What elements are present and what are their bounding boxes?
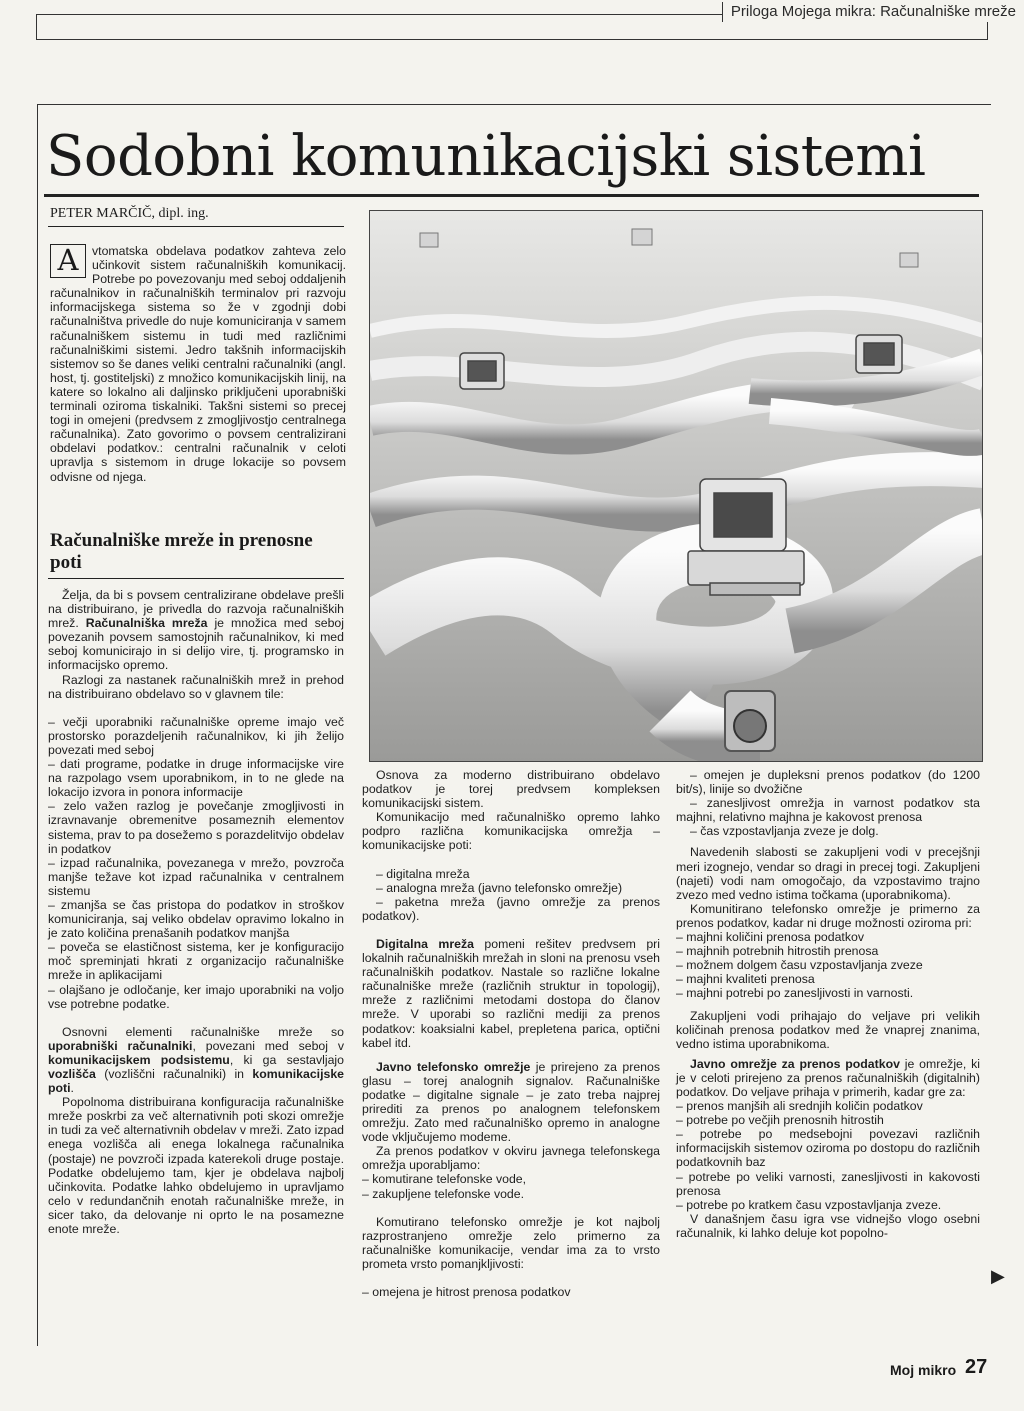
drawback-item: – omejena je hitrost prenosa podatkov bbox=[362, 1285, 571, 1299]
section-rule bbox=[48, 578, 344, 579]
column-two bbox=[362, 768, 660, 1299]
drop-cap-spacer bbox=[50, 244, 92, 278]
public-phone-paragraph: Javno telefonsko omrežje je prirejeno za prenos glasu – torej analognih signalov. Računalniške podatke – digitalne signale – je zato treba najprej prirediti za prenos po analognem telefonskem omrežju. Zato med računalniško opremo in analogne vode vključujemo modeme. bbox=[362, 1059, 661, 1145]
suitable-item: – majhni količini prenosa podatkov bbox=[676, 930, 864, 945]
switched-suitability-intro: Komunitirano telefonsko omrežje je primerno za prenos podatkov, kadar ni druge možnosti oziroma pri: bbox=[676, 901, 980, 930]
reason-item: – večji uporabniki računalniške opreme imajo več prostorsko porazdeljenih računalnikov, ki jih želijo povezati med seboj bbox=[48, 714, 344, 757]
illustration-computers-cables bbox=[369, 210, 983, 762]
drawback-item: – omejen je dupleksni prenos podatkov (do 1200 bit/s), linije so dvožične bbox=[676, 768, 980, 797]
intro-remainder: Potrebe po povezovanju med seboj oddaljenih računalnikov in računalniških terminalov pri razvoju informacijskega sistema so že v zgodnji dobi računalništva privedle do nuje komuniciranja v samem računalniškem sistemu in tudi med različnimi računalniškimi sistemi. Jedro takšnih informacijskih sistemov so še danes veliki centralni računalniki (angl. host, tj. gostiteljski) z množico komunikacijskih linij, na katere so lokalno ali daljinsko priključeni uporabniški terminali oziroma tiskalniki. Takšni sistemi so precej togi in omejeni (predvsem z zmogljivostjo centralnega računalnika). Zato govorimo o povsem centralizirani obdelavi podatkov.: centralni računalnik v celoti upravlja s sistemom in druge lokacije so povsem odvisne od njega. bbox=[50, 272, 346, 484]
phone-list-item: – komutirane telefonske vode, bbox=[362, 1172, 527, 1187]
supplement-label: Priloga Mojega mikra: Računalniške mreže bbox=[722, 2, 1022, 22]
packet-item: – prenos manjših ali srednjih količin podatkov bbox=[676, 1099, 923, 1114]
title-rule bbox=[44, 194, 979, 197]
packet-item: – potrebe po kratkem času vzpostavljanja zveze. bbox=[676, 1197, 942, 1212]
network-list-item: – paketna mreža (javno omrežje za prenos podatkov). bbox=[362, 894, 660, 923]
distributed-config: Popolnoma distribuirana konfiguracija računalniške mreže poskrbi za več alternativnih poti skozi omrežje in tudi za več alternativnih obdelav v mreži. Zato izpad enega vozlišča ali enega lokalnega računalnika (postaje) ne povzroči izpada katerekoli druge postaje. Podatke obdelujemo tam, kjer je obdelava najbolj učinkovita. Podatke lahko obdelujemo in upravljamo celo v redundančnih enotah računalniške mreže, in sicer tako, da delovanje ni oprto le na posamezne enote mreže. bbox=[48, 1095, 344, 1237]
digital-network-paragraph: Digitalna mreža pomeni rešitev predvsem pri lokalnih računalniških mrežah in sloni na prenosu vseh računalniških podatkov. Nastale so različne lokalne računalniške mreže (različnih struktur in topologij), mreže z različnimi metodami dostopa do članov mreže. V uporabi so različni mediji za prenos podatkov: koaksialni kabel, prepletena parica, optični kabel itd. bbox=[362, 936, 660, 1050]
suitable-item: – možnem dolgem času vzpostavljanja zveze bbox=[676, 958, 923, 973]
phone-list-item: – zakupljene telefonske vode. bbox=[362, 1186, 525, 1201]
col2-networks-intro: Komunikacijo med računalniško opremo lahko podpro različna komunikacijska omrežja – komunikacijske poti: bbox=[362, 810, 660, 853]
network-list-item: – analogna mreža (javno telefonsko omrežje) bbox=[376, 880, 623, 895]
packet-item: – potrebe po medsebojni povezavi različnih informacijskih sistemov oziroma po dostopu do različnih podatkovnih baz bbox=[676, 1127, 980, 1170]
continue-arrow-icon: ▶ bbox=[991, 1266, 1005, 1286]
col2-intro: Osnova za moderno distribuirano obdelavo podatkov je torej predvsem kompleksen komunikacijski sistem. bbox=[362, 768, 660, 811]
author-rule bbox=[48, 226, 344, 227]
packet-network-paragraph: Javno omrežje za prenos podatkov je omrežje, ki je v celoti prirejeno za prenos računalniških (digitalnih) podatkov. Do veljave prihaja v primerih, kadar gre za: bbox=[676, 1056, 981, 1099]
network-definition: Želja, da bi s povsem centralizirane obdelave prešli na distribuirano, je privedla do razvoja računalniških mrež. Računalniška mreža je množica med seboj povezanih povsem samostojnih računalnikov, ki med seboj komunicirajo in si delijo vire, tj. programsko in informacijsko opremo. bbox=[48, 588, 344, 673]
article-title: Sodobni komunikacijski sistemi bbox=[46, 124, 926, 189]
packet-item: – potrebe po večjih prenosnih hitrostih bbox=[676, 1113, 884, 1128]
suitable-item: – majhni kvaliteti prenosa bbox=[676, 972, 815, 987]
reason-item: – dati programe, podatke in druge informacijske vire na razpolago vsem uporabnikom, in to ne glede na lokacijo izvora in ponora informacije bbox=[48, 757, 344, 800]
magazine-name: Moj mikro bbox=[890, 1362, 957, 1378]
phone-usage-intro: Za prenos podatkov v okviru javnega telefonskega omrežja uporabljamo: bbox=[362, 1144, 660, 1173]
drop-cap: A bbox=[50, 244, 86, 278]
reason-item: – izpad računalnika, povezanega v mrežo, povzroča manjše težave kot izpad računalnika v centralnem sistemu bbox=[48, 855, 344, 898]
reason-item: – poveča se elastičnost sistema, ker je konfiguracijo moč spreminjati hkrati z organizacijo računalniške mreže in aplikacijami bbox=[48, 940, 344, 983]
reasons-intro: Razlogi za nastanek računalniških mrež in prehod na distribuirano obdelavo so v glavnem tile: bbox=[48, 672, 344, 701]
network-elements: Osnovni elementi računalniške mreže so uporabniški računalniki, povezani med seboj v komunikacijskem podsistemu, ki ga sestavljajo vozlišča (vozliščni računalniki) in komunikacijske poti. bbox=[48, 1024, 345, 1096]
page-number: 27 bbox=[965, 1356, 988, 1378]
packet-item: – potrebe po veliki varnosti, zanesljivosti in kakovosti prenosa bbox=[676, 1169, 980, 1198]
switched-network-paragraph: Komutirano telefonsko omrežje je kot najbolj razprostranjeno omrežje zelo primerno za računalniške komunikacije, vendar ima za to vrsto prometa vrsto pomanjkljivosti: bbox=[362, 1214, 660, 1271]
reason-item: – zmanjša se čas pristopa do podatkov in stroškov komuniciranja, saj veliko obdelav opravimo lokalno in je zato količina prenašanih podatkov manjša bbox=[48, 897, 344, 941]
author-byline: PETER MARČIČ, dipl. ing. bbox=[50, 206, 209, 221]
drawback-item: – zanesljivost omrežja in varnost podatkov sta majhni, relativno majhna je kakovost prenosa bbox=[676, 796, 980, 825]
suitable-item: – majhnih potrebnih hitrostih prenosa bbox=[676, 944, 879, 959]
leased-lines-usage: Zakupljeni vodi prihajajo do veljave pri velikih količinah prenosa podatkov med že vnaprej znanima, vedno istima uporabnikoma. bbox=[676, 1008, 980, 1051]
intro-paragraph bbox=[50, 244, 346, 484]
column-three bbox=[676, 768, 980, 1240]
network-list-item: – digitalna mreža bbox=[376, 866, 470, 881]
section-heading: Računalniške mreže in prenosne poti bbox=[50, 530, 313, 573]
suitable-item: – majhni potrebi po zanesljivosti in varnosti. bbox=[676, 986, 914, 1001]
leased-lines-paragraph: Navedenih slabosti se zakupljeni vodi v precejšnji meri izognejo, vendar so dragi in precej togi. Zakupljeni (najeti) vodi nam omogočajo, da vzpostavimo trajno zvezo med vedno istima točkama (uporabnikoma). bbox=[676, 845, 980, 902]
intro-text bbox=[50, 244, 346, 484]
personal-computer-paragraph: V današnjem času igra vse vidnejšo vlogo osebni računalnik, ki lahko deluje kot popolno- bbox=[676, 1211, 980, 1240]
reason-item: – zelo važen razlog je povečanje zmogljivosti in izravnavanje obremenitve posameznih elementov sistema, prav to pa dosežemo s porazdelitvijo obdelav in podatkov bbox=[48, 799, 344, 856]
reason-item: – olajšano je odločanje, ker imajo uporabniki na voljo vse potrebne podatke. bbox=[48, 982, 344, 1011]
intro-opening: vtomatska obdelava podatkov zahteva zelo učinkovit sistem računalniških komunikacij. bbox=[92, 244, 346, 273]
drawback-item: – čas vzpostavljanja zveze je dolg. bbox=[690, 824, 879, 839]
networks-paragraphs bbox=[48, 588, 344, 1236]
